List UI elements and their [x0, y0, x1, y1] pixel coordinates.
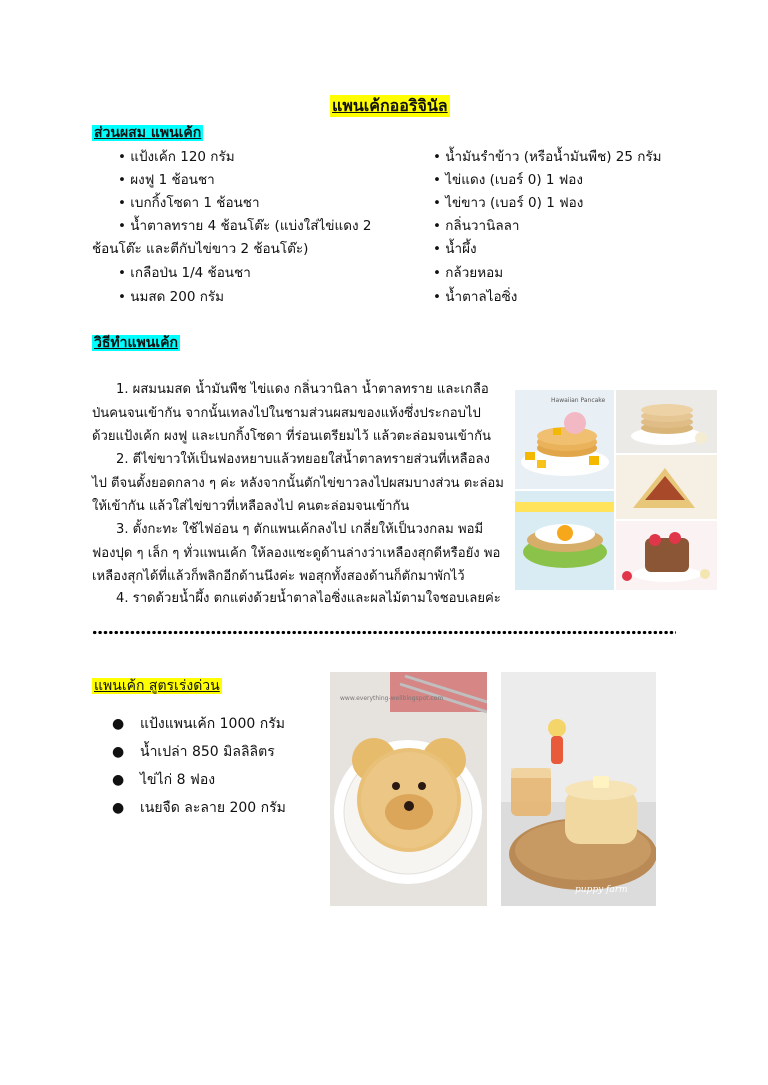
quick-recipe-list	[112, 710, 286, 822]
bear-pancake-image	[330, 672, 487, 906]
page-title: แพนเค้กออริจินัล	[332, 96, 448, 115]
ingredient-left: • แป้งเค้ก 120 กรัม	[118, 149, 235, 165]
quick-recipe-heading: แพนเค้ก สูตรเร่งด่วน	[94, 678, 220, 694]
bullet-icon: ●	[112, 744, 125, 760]
stack-pancake-image	[501, 672, 656, 906]
ingredient-right: • ไข่ขาว (เบอร์ 0) 1 ฟอง	[433, 195, 584, 211]
ingredient-right: • น้ำผึ้ง	[433, 241, 477, 257]
ingredient-left-continued: ช้อนโต๊ะ และตีกับไข่ขาว 2 ช้อนโต๊ะ)	[92, 241, 309, 257]
ingredient-right: • กลิ่นวานิลลา	[433, 218, 520, 234]
list-item: ● เนยจืด ละลาย 200 กรัม	[112, 794, 286, 822]
list-item: ● แป้งแพนเค้ก 1000 กรัม	[112, 710, 286, 738]
method-step-2: 2. ตีไข่ขาวให้เป็นฟองหยาบแล้วทยอยใส่น้ำตาลทรายส่วนที่เหลือลงไป ตีจนตั้งยอดกลาง ๆ ค่ะ หลังจากนั้นตักไข่ขาวลงไปผสมบางส่วน ตะล่อมให้เข้ากัน แล้วใส่ไข่ขาวที่เหลือลงไป คนตะล่อมจนเข้ากัน	[92, 452, 504, 514]
ingredient-right: • น้ำมันรำข้าว (หรือน้ำมันพืช) 25 กรัม	[433, 149, 662, 165]
method-step-3: 3. ตั้งกะทะ ใช้ไฟอ่อน ๆ ตักแพนเค้กลงไป เกลี่ยให้เป็นวงกลม พอมีฟองปุด ๆ เล็ก ๆ ทั่วแพนเค้ก ให้ลองแซะดูด้านล่างว่าเหลืองสุกดีหรือยัง พอเหลืองสุกได้ที่แล้วก็พลิกอีกด้านนึงค่ะ พอสุกทั้งสองด้านก็ตักมาพักไว้	[92, 522, 501, 584]
ingredient-left: • เกลือป่น 1/4 ช้อนชา	[118, 265, 251, 281]
ingredient-left: • เบกกิ้งโซดา 1 ช้อนชา	[118, 195, 260, 211]
bear-watermark: www.everything-wellblogspot.com	[340, 695, 444, 702]
bullet-icon: ●	[112, 716, 125, 732]
method-heading: วิธีทำแพนเค้ก	[94, 335, 178, 351]
method-step-4: 4. ราดด้วยน้ำผึ้ง ตกแต่งด้วยน้ำตาลไอซิ่งและผลไม้ตามใจชอบเลยค่ะ	[116, 591, 501, 606]
bullet-icon: ●	[112, 772, 125, 788]
list-item: ● ไข่ไก่ 8 ฟอง	[112, 766, 286, 794]
bullet-icon: ●	[112, 800, 125, 816]
ingredients-heading: ส่วนผสม แพนเค้ก	[94, 125, 202, 141]
collage-caption: Hawaiian Pancake	[551, 397, 606, 404]
ingredient-left: • นมสด 200 กรัม	[118, 289, 225, 305]
ingredient-left: • ผงฟู 1 ช้อนชา	[118, 172, 215, 188]
ingredient-right: • น้ำตาลไอซิ่ง	[433, 289, 518, 305]
dotted-separator	[92, 630, 676, 635]
ingredient-right: • ไข่แดง (เบอร์ 0) 1 ฟอง	[433, 172, 584, 188]
ingredient-left: • น้ำตาลทราย 4 ช้อนโต๊ะ (แบ่งใส่ไข่แดง 2	[118, 218, 372, 234]
ingredient-right: • กล้วยหอม	[433, 265, 504, 281]
method-step-1: 1. ผสมนมสด น้ำมันพืช ไข่แดง กลิ่นวานิลา น้ำตาลทราย และเกลือป่นคนจนเข้ากัน จากนั้นเทลงไปในชามส่วนผสมของแห้งซึ่งประกอบไปด้วยแป้งเค้ก ผงฟู และเบกกิ้งโซดา ที่ร่อนเตรียมไว้ แล้วตะล่อมจนเข้ากัน	[92, 382, 492, 444]
list-item: ● น้ำเปล่า 850 มิลลิลิตร	[112, 738, 286, 766]
pancake-collage-image	[515, 390, 717, 590]
stack-watermark: puppy farm	[575, 885, 628, 895]
